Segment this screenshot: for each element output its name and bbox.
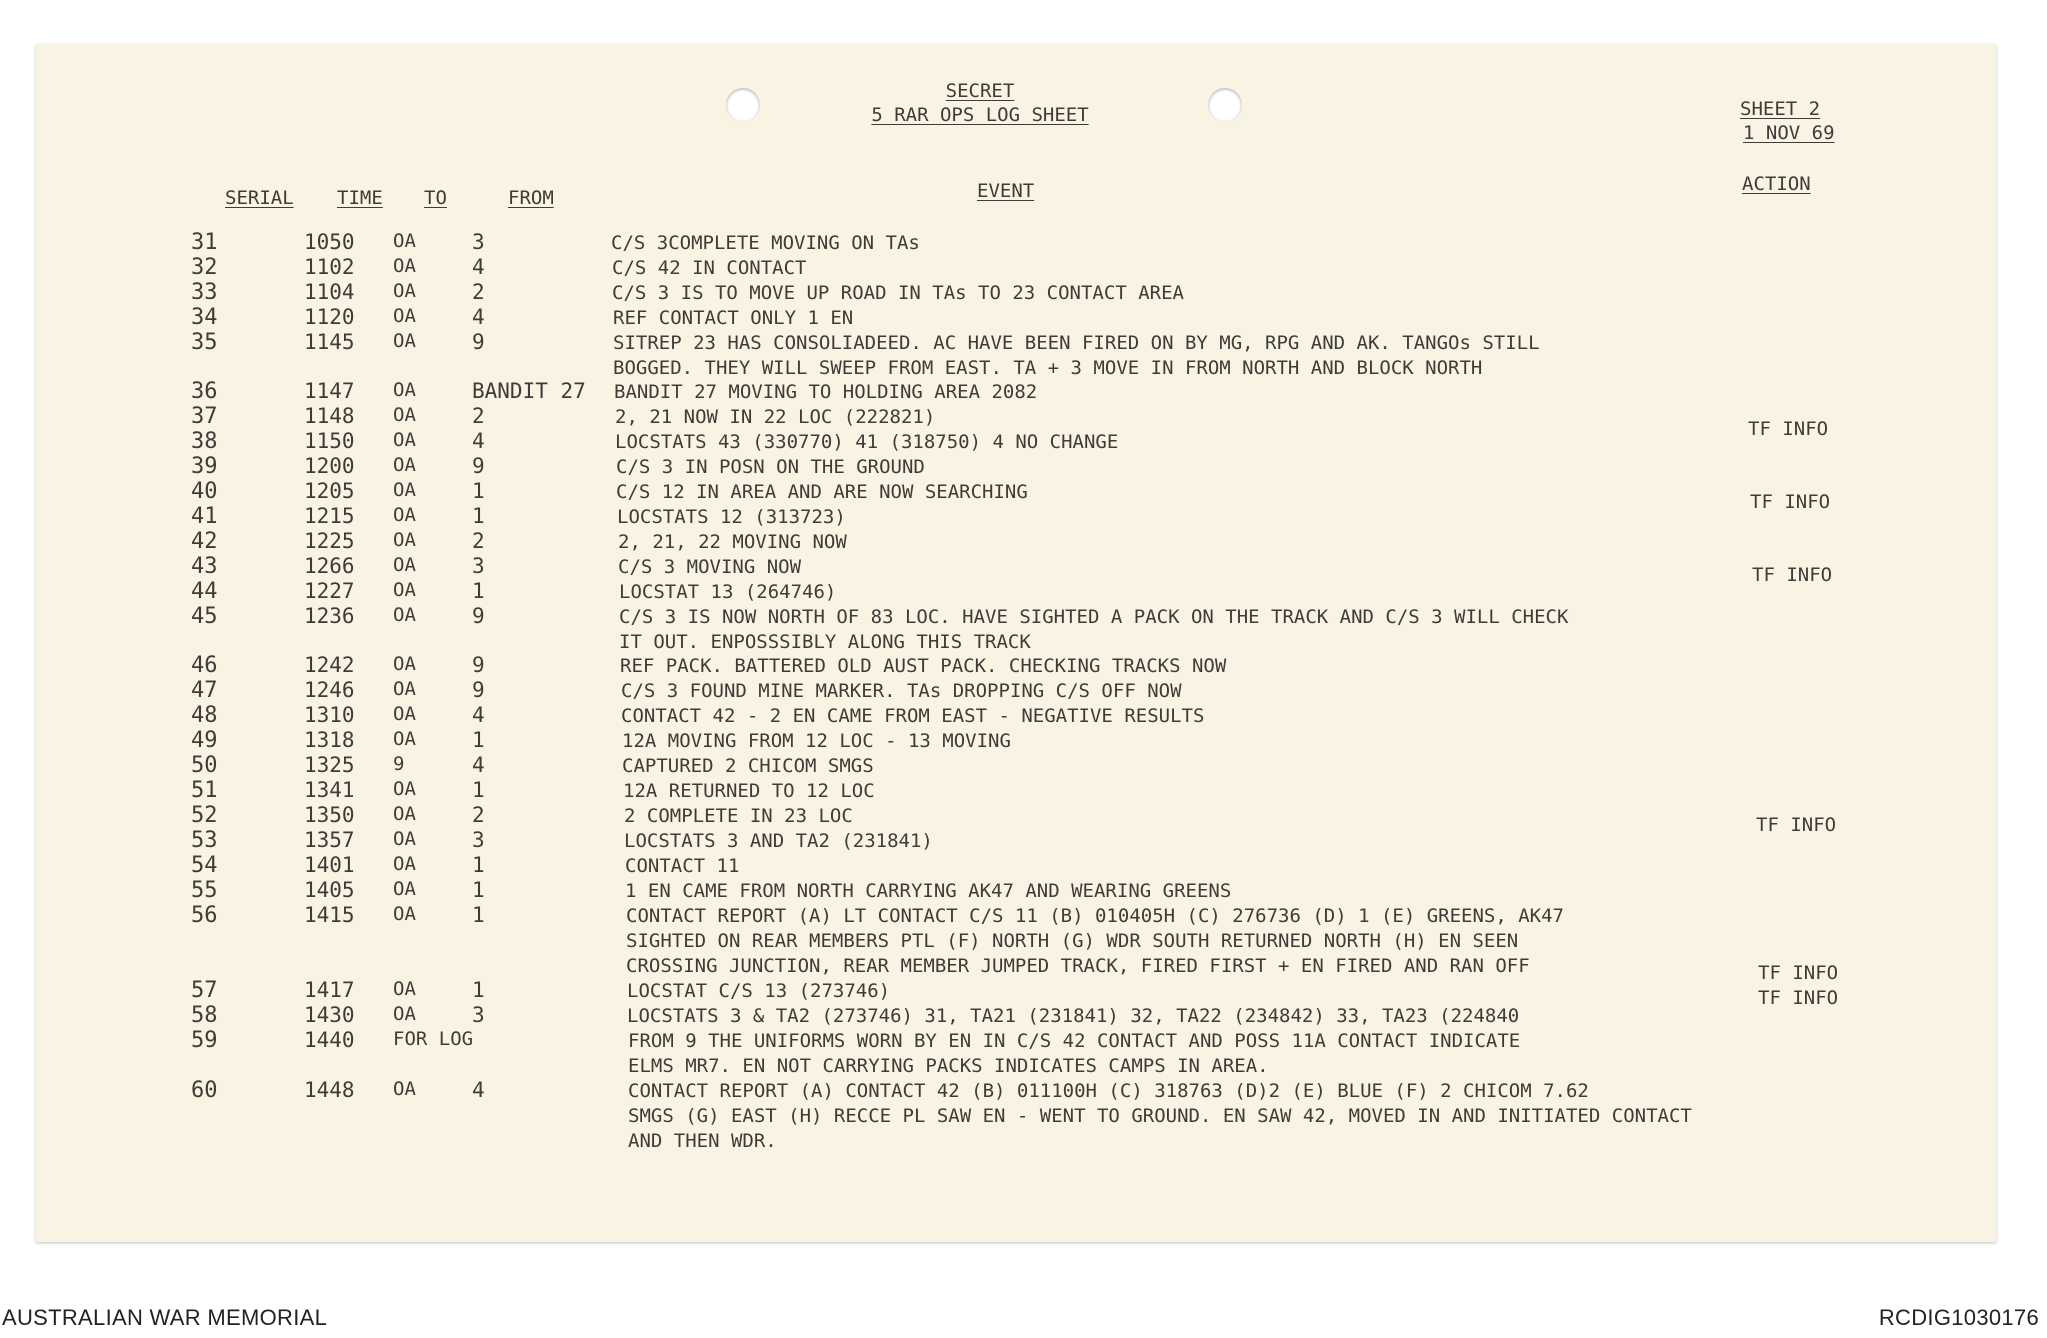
serial-cell: 31 (191, 230, 218, 255)
serial-cell: 42 (191, 529, 218, 554)
serial-cell: 40 (191, 479, 218, 504)
from-cell: 1 (472, 778, 485, 802)
time-cell: 1415 (304, 903, 355, 927)
to-cell: OA (393, 379, 416, 401)
to-cell: OA (393, 978, 416, 1000)
time-cell: 1227 (304, 579, 355, 603)
action-note: TF INFO (1758, 962, 1839, 984)
from-cell: 3 (472, 1003, 485, 1027)
event-text-line: BOGGED. THEY WILL SWEEP FROM EAST. TA + 3 MOVE IN FROM NORTH AND BLOCK NORTH (613, 357, 1483, 379)
event-text-line: CONTACT 42 - 2 EN CAME FROM EAST - NEGATIVE RESULTS (621, 705, 1205, 727)
to-cell: OA (393, 280, 416, 302)
serial-cell: 39 (191, 454, 218, 479)
serial-cell: 46 (191, 653, 218, 678)
to-cell: OA (393, 903, 416, 925)
sheet-date: 1 NOV 69 (1743, 122, 1835, 144)
column-header-event: EVENT (977, 180, 1035, 202)
event-text-line: LOCSTATS 12 (313723) (617, 506, 846, 528)
event-text-line: IT OUT. ENPOSSSIBLY ALONG THIS TRACK (619, 631, 1031, 653)
serial-cell: 32 (191, 255, 218, 280)
serial-cell: 48 (191, 703, 218, 728)
from-cell: 9 (472, 678, 485, 702)
from-cell: 4 (472, 1078, 485, 1102)
to-cell: OA (393, 330, 416, 352)
time-cell: 1341 (304, 778, 355, 802)
column-header-time: TIME (337, 187, 383, 209)
action-note: TF INFO (1752, 564, 1833, 586)
serial-cell: 59 (191, 1028, 218, 1053)
serial-cell: 43 (191, 554, 218, 579)
event-text-line: 12A MOVING FROM 12 LOC - 13 MOVING (622, 730, 1011, 752)
to-cell: OA (393, 778, 416, 800)
time-cell: 1350 (304, 803, 355, 827)
event-text-line: CONTACT REPORT (A) CONTACT 42 (B) 011100H (C) 318763 (D)2 (E) BLUE (F) 2 CHICOM 7.62 (628, 1080, 1589, 1102)
time-cell: 1200 (304, 454, 355, 478)
event-text-line: C/S 3 IN POSN ON THE GROUND (616, 456, 925, 478)
event-text-line: REF PACK. BATTERED OLD AUST PACK. CHECKING TRACKS NOW (620, 655, 1227, 677)
from-cell: 2 (472, 280, 485, 304)
from-cell: 2 (472, 529, 485, 553)
event-text-line: C/S 3 MOVING NOW (618, 556, 802, 578)
time-cell: 1430 (304, 1003, 355, 1027)
serial-cell: 51 (191, 778, 218, 803)
from-cell: 3 (472, 230, 485, 254)
to-cell: OA (393, 230, 416, 252)
column-header-action: ACTION (1742, 173, 1811, 195)
time-cell: 1225 (304, 529, 355, 553)
from-cell: 1 (472, 903, 485, 927)
to-cell: 9 (393, 753, 405, 775)
event-text-line: LOCSTATS 3 AND TA2 (231841) (624, 830, 933, 852)
to-cell: OA (393, 604, 416, 626)
time-cell: 1246 (304, 678, 355, 702)
event-text-line: REF CONTACT ONLY 1 EN (613, 307, 854, 329)
column-header-from: FROM (508, 187, 554, 209)
to-cell: OA (393, 1078, 416, 1100)
event-text-line: C/S 3 FOUND MINE MARKER. TAs DROPPING C/S OFF NOW (621, 680, 1182, 702)
event-text-line: C/S 3 IS NOW NORTH OF 83 LOC. HAVE SIGHTED A PACK ON THE TRACK AND C/S 3 WILL CHECK (619, 606, 1569, 628)
event-text-line: SMGS (G) EAST (H) RECCE PL SAW EN - WENT TO GROUND. EN SAW 42, MOVED IN AND INITIATED CONTACT (628, 1105, 1692, 1127)
serial-cell: 44 (191, 579, 218, 604)
event-text-line: LOCSTATS 3 & TA2 (273746) 31, TA21 (231841) 32, TA22 (234842) 33, TA23 (224840 (627, 1005, 1520, 1027)
event-text-line: CROSSING JUNCTION, REAR MEMBER JUMPED TRACK, FIRED FIRST + EN FIRED AND RAN OFF (626, 955, 1530, 977)
to-cell: OA (393, 255, 416, 277)
to-cell: OA (393, 454, 416, 476)
to-cell: OA (393, 703, 416, 725)
serial-cell: 53 (191, 828, 218, 853)
time-cell: 1148 (304, 404, 355, 428)
serial-cell: 50 (191, 753, 218, 778)
to-cell: OA (393, 653, 416, 675)
event-text-line: C/S 3COMPLETE MOVING ON TAs (611, 232, 920, 254)
event-text-line: 2, 21, 22 MOVING NOW (618, 531, 847, 553)
from-cell: 1 (472, 978, 485, 1002)
from-cell: 3 (472, 554, 485, 578)
serial-cell: 54 (191, 853, 218, 878)
to-cell: OA (393, 803, 416, 825)
time-cell: 1405 (304, 878, 355, 902)
event-text-line: BANDIT 27 MOVING TO HOLDING AREA 2082 (614, 381, 1038, 403)
sheet-title: 5 RAR OPS LOG SHEET (871, 104, 1089, 126)
from-cell: 9 (472, 653, 485, 677)
time-cell: 1215 (304, 504, 355, 528)
to-cell: OA (393, 504, 416, 526)
from-cell: 4 (472, 753, 485, 777)
column-header-to: TO (424, 187, 447, 209)
time-cell: 1150 (304, 429, 355, 453)
column-header-serial: SERIAL (225, 187, 294, 209)
from-cell: 1 (472, 853, 485, 877)
serial-cell: 47 (191, 678, 218, 703)
time-cell: 1417 (304, 978, 355, 1002)
serial-cell: 36 (191, 379, 218, 404)
time-cell: 1357 (304, 828, 355, 852)
action-note: TF INFO (1748, 418, 1829, 440)
to-cell: OA (393, 878, 416, 900)
from-cell: 1 (472, 728, 485, 752)
from-cell: 2 (472, 803, 485, 827)
event-text-line: SITREP 23 HAS CONSOLIADEED. AC HAVE BEEN FIRED ON BY MG, RPG AND AK. TANGOs STILL (613, 332, 1540, 354)
serial-cell: 38 (191, 429, 218, 454)
serial-cell: 56 (191, 903, 218, 928)
from-cell: 4 (472, 305, 485, 329)
event-text-line: 12A RETURNED TO 12 LOC (623, 780, 875, 802)
serial-cell: 60 (191, 1078, 218, 1103)
event-text-line: CONTACT 11 (625, 855, 740, 877)
sheet-number: SHEET 2 (1740, 98, 1821, 120)
time-cell: 1325 (304, 753, 355, 777)
time-cell: 1147 (304, 379, 355, 403)
to-cell: OA (393, 579, 416, 601)
event-text-line: LOCSTAT C/S 13 (273746) (627, 980, 891, 1002)
from-cell: 1 (472, 479, 485, 503)
from-cell: 2 (472, 404, 485, 428)
serial-cell: 52 (191, 803, 218, 828)
event-text-line: LOCSTATS 43 (330770) 41 (318750) 4 NO CHANGE (615, 431, 1119, 453)
to-cell: OA (393, 678, 416, 700)
to-cell: FOR LOG (393, 1028, 474, 1050)
from-cell: 9 (472, 604, 485, 628)
serial-cell: 35 (191, 330, 218, 355)
serial-cell: 58 (191, 1003, 218, 1028)
from-cell: 9 (472, 330, 485, 354)
from-cell: 1 (472, 504, 485, 528)
event-text-line: C/S 42 IN CONTACT (612, 257, 807, 279)
event-text-line: C/S 12 IN AREA AND ARE NOW SEARCHING (616, 481, 1028, 503)
event-text-line: ELMS MR7. EN NOT CARRYING PACKS INDICATES CAMPS IN AREA. (628, 1055, 1269, 1077)
time-cell: 1310 (304, 703, 355, 727)
time-cell: 1266 (304, 554, 355, 578)
from-cell: 4 (472, 703, 485, 727)
from-cell: 4 (472, 429, 485, 453)
to-cell: OA (393, 429, 416, 451)
time-cell: 1104 (304, 280, 355, 304)
time-cell: 1145 (304, 330, 355, 354)
serial-cell: 34 (191, 305, 218, 330)
action-note: TF INFO (1756, 814, 1837, 836)
footer-source: AUSTRALIAN WAR MEMORIAL (2, 1305, 328, 1330)
from-cell: 1 (472, 579, 485, 603)
serial-cell: 33 (191, 280, 218, 305)
time-cell: 1050 (304, 230, 355, 254)
action-note: TF INFO (1758, 987, 1839, 1009)
event-text-line: CONTACT REPORT (A) LT CONTACT C/S 11 (B) 010405H (C) 276736 (D) 1 (E) GREENS, AK47 (626, 905, 1564, 927)
to-cell: OA (393, 828, 416, 850)
event-text-line: 2 COMPLETE IN 23 LOC (624, 805, 853, 827)
to-cell: OA (393, 305, 416, 327)
from-cell: 9 (472, 454, 485, 478)
to-cell: OA (393, 1003, 416, 1025)
serial-cell: 55 (191, 878, 218, 903)
event-text-line: CAPTURED 2 CHICOM SMGS (622, 755, 874, 777)
time-cell: 1242 (304, 653, 355, 677)
event-text-line: 2, 21 NOW IN 22 LOC (222821) (615, 406, 936, 428)
time-cell: 1448 (304, 1078, 355, 1102)
time-cell: 1236 (304, 604, 355, 628)
event-text-line: AND THEN WDR. (628, 1130, 777, 1152)
serial-cell: 41 (191, 504, 218, 529)
event-text-line: FROM 9 THE UNIFORMS WORN BY EN IN C/S 42 CONTACT AND POSS 11A CONTACT INDICATE (628, 1030, 1521, 1052)
classification-heading: SECRET (945, 80, 1015, 102)
to-cell: OA (393, 728, 416, 750)
from-cell: 4 (472, 255, 485, 279)
from-cell: 3 (472, 828, 485, 852)
time-cell: 1440 (304, 1028, 355, 1052)
to-cell: OA (393, 853, 416, 875)
from-cell: BANDIT 27 (472, 379, 586, 403)
to-cell: OA (393, 529, 416, 551)
event-text-line: SIGHTED ON REAR MEMBERS PTL (F) NORTH (G) WDR SOUTH RETURNED NORTH (H) EN SEEN (626, 930, 1519, 952)
to-cell: OA (393, 479, 416, 501)
from-cell: 1 (472, 878, 485, 902)
serial-cell: 49 (191, 728, 218, 753)
footer-record-id: RCDIG1030176 (1878, 1305, 2039, 1330)
serial-cell: 57 (191, 978, 218, 1003)
action-note: TF INFO (1750, 491, 1831, 513)
to-cell: OA (393, 554, 416, 576)
time-cell: 1120 (304, 305, 355, 329)
event-text-line: C/S 3 IS TO MOVE UP ROAD IN TAs TO 23 CONTACT AREA (612, 282, 1184, 304)
to-cell: OA (393, 404, 416, 426)
time-cell: 1102 (304, 255, 355, 279)
serial-cell: 45 (191, 604, 218, 629)
event-text-line: 1 EN CAME FROM NORTH CARRYING AK47 AND WEARING GREENS (625, 880, 1232, 902)
time-cell: 1205 (304, 479, 355, 503)
time-cell: 1318 (304, 728, 355, 752)
event-text-line: LOCSTAT 13 (264746) (619, 581, 837, 603)
time-cell: 1401 (304, 853, 355, 877)
serial-cell: 37 (191, 404, 218, 429)
